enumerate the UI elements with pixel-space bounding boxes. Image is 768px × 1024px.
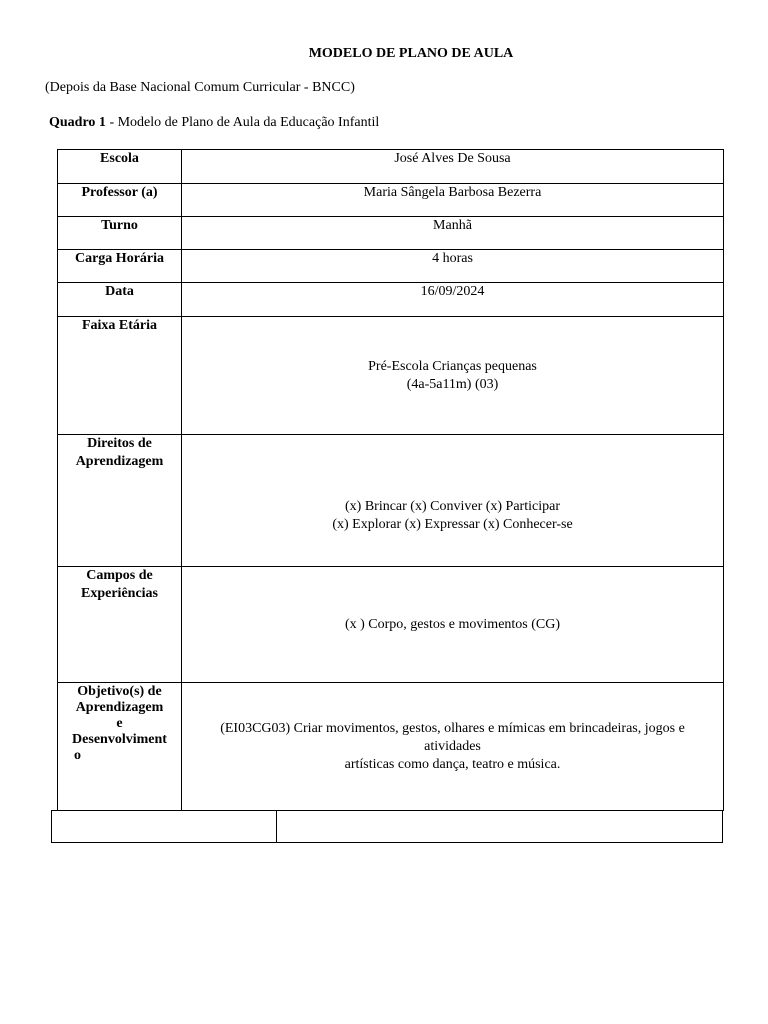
row-value: Manhã (182, 217, 724, 250)
label-line: Campos de (86, 568, 153, 583)
label-line: Objetivo(s) de (77, 684, 162, 699)
row-value: 4 horas (182, 250, 724, 283)
table-caption (49, 115, 379, 131)
label-line: e (116, 716, 123, 731)
empty-cell (52, 811, 277, 842)
value-line: (4a-5a11m) (03) (406, 376, 499, 392)
row-label: Carga Horária (58, 250, 182, 283)
empty-table-row (51, 810, 723, 843)
row-label (58, 683, 182, 811)
row-value: Maria Sângela Barbosa Bezerra (182, 184, 724, 217)
table-row-escola (58, 150, 724, 184)
row-label: Data (58, 283, 182, 317)
label-line: Aprendizagem (75, 700, 164, 715)
row-value (182, 683, 724, 811)
label-line: Experiências (81, 586, 158, 601)
value-line: Pré-Escola Crianças pequenas (368, 358, 537, 374)
table-row-turno (58, 217, 724, 250)
label-line: o (74, 748, 81, 763)
row-value: (x ) Corpo, gestos e movimentos (CG) (182, 567, 724, 683)
table-row-data (58, 283, 724, 317)
table-row-faixa-etaria (58, 317, 724, 435)
row-label: Faixa Etária (58, 317, 182, 435)
table-row-direitos (58, 435, 724, 567)
table-row-carga-horaria (58, 250, 724, 283)
table-row-professor (58, 184, 724, 217)
row-label: Turno (58, 217, 182, 250)
value-line: (x) Brincar (x) Conviver (x) Participar (345, 498, 560, 514)
empty-cell (277, 811, 722, 842)
row-value: José Alves De Sousa (182, 150, 724, 184)
label-line: Direitos de (87, 436, 152, 451)
lesson-plan-table (57, 149, 724, 811)
row-label (58, 567, 182, 683)
document-title: MODELO DE PLANO DE AULA (308, 46, 514, 61)
row-value (182, 435, 724, 567)
row-label: Professor (a) (58, 184, 182, 217)
row-label (58, 435, 182, 567)
label-line: Desenvolviment (72, 732, 167, 747)
caption-text: - Modelo de Plano de Aula da Educação Infantil (105, 115, 380, 130)
row-value: 16/09/2024 (182, 283, 724, 317)
caption-label: Quadro 1 (49, 115, 106, 130)
value-line: (x) Explorar (x) Expressar (x) Conhecer-se (332, 516, 573, 532)
value-line: (EI03CG03) Criar movimentos, gestos, olhares e mímicas em brincadeiras, jogos e atividades (220, 720, 685, 754)
value-line: artísticas como dança, teatro e música. (344, 756, 561, 772)
document-subtitle: (Depois da Base Nacional Comum Curricular - BNCC) (45, 80, 355, 95)
row-label: Escola (58, 150, 182, 184)
label-line: Aprendizagem (75, 454, 164, 469)
table-row-campos (58, 567, 724, 683)
table-row-objetivos (58, 683, 724, 811)
row-value (182, 317, 724, 435)
